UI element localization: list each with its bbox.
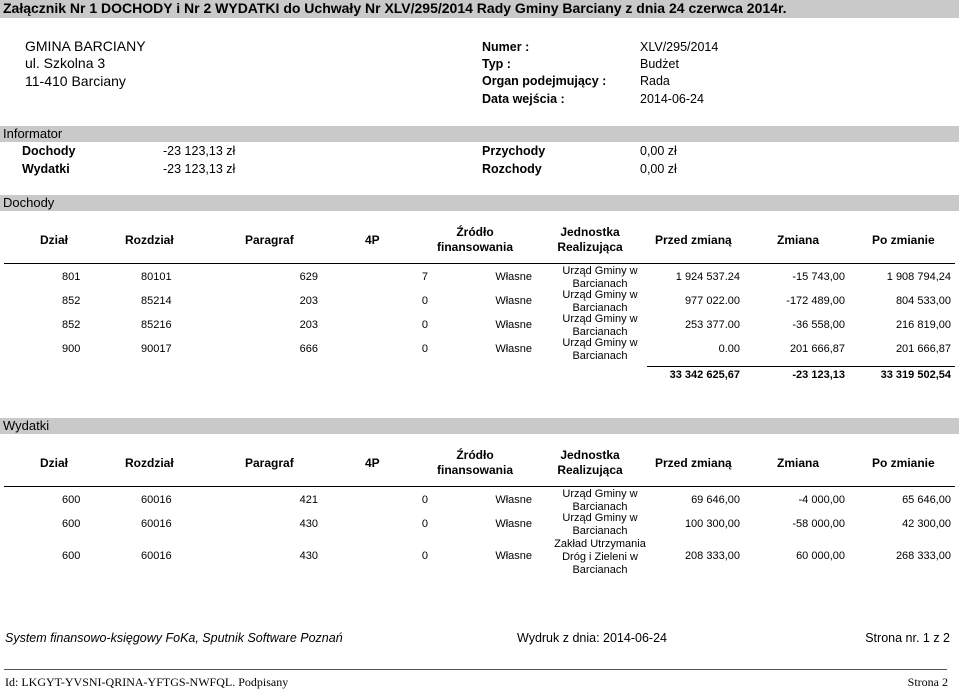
wydatki-header-rule [4, 486, 955, 487]
dochody-heading: Dochody [3, 195, 55, 210]
informator-wydatki-label: Wydatki [22, 162, 70, 176]
w-col-jednostka-line2: Realizująca [557, 463, 623, 477]
row-dzial: 852 [62, 319, 81, 331]
address-line-1: GMINA BARCIANY [25, 38, 146, 54]
row-przed: 0.00 [718, 343, 740, 355]
col-zrodlo-line1: Źródło [456, 225, 494, 239]
dochody-total-rule [647, 366, 955, 367]
row-paragraf: 203 [299, 319, 318, 331]
row-jednostka-line: Barcianach [572, 350, 628, 362]
row-zrodlo: Własne [495, 271, 532, 283]
row-jednostka-line: Barcianach [572, 302, 628, 314]
row-zrodlo: Własne [495, 518, 532, 530]
footer-rule [4, 669, 947, 670]
row-jednostka-line: Urząd Gminy w [562, 337, 638, 349]
row-zmiana: 201 666,87 [789, 343, 845, 355]
informator-rozchody-value: 0,00 zł [640, 162, 677, 176]
row-rozdzial: 60016 [141, 494, 172, 506]
row-przed: 69 646,00 [691, 494, 740, 506]
row-dzial: 852 [62, 295, 81, 307]
meta-data-label: Data wejścia : [482, 92, 565, 106]
col-rozdzial: Rozdział [125, 233, 174, 247]
row-jednostka-line: Dróg i Zieleni w [562, 550, 638, 563]
row-jednostka-line: Barcianach [572, 278, 628, 290]
row-rozdzial: 60016 [141, 518, 172, 530]
col-paragraf: Paragraf [245, 233, 294, 247]
row-jednostka-line: Urząd Gminy w [562, 289, 638, 301]
row-4p: 7 [421, 271, 428, 283]
informator-dochody-label: Dochody [22, 144, 76, 158]
w-col-po: Po zmianie [872, 456, 935, 470]
row-jednostka-line: Barcianach [572, 326, 628, 338]
row-zrodlo: Własne [495, 494, 532, 506]
w-col-4p: 4P [365, 456, 380, 470]
w-col-jednostka [545, 448, 635, 478]
row-jednostka-line: Urząd Gminy w [562, 313, 638, 325]
wydatki-heading: Wydatki [3, 418, 50, 433]
row-rozdzial: 85216 [141, 319, 172, 331]
row-paragraf: 666 [299, 343, 318, 355]
w-col-zrodlo-line1: Źródło [456, 448, 494, 462]
informator-heading: Informator [3, 126, 63, 141]
col-przed: Przed zmianą [655, 233, 732, 247]
row-zmiana: -4 000,00 [798, 494, 845, 506]
dochody-header-rule [4, 263, 955, 264]
col-zrodlo [430, 225, 520, 255]
w-col-rozdzial: Rozdział [125, 456, 174, 470]
row-jednostka [545, 512, 655, 538]
row-dzial: 600 [62, 518, 81, 530]
meta-typ-label: Typ : [482, 57, 511, 71]
row-paragraf: 430 [299, 518, 318, 530]
row-dzial: 600 [62, 550, 81, 562]
address-line-2: ul. Szkolna 3 [25, 55, 106, 71]
row-paragraf: 203 [299, 295, 318, 307]
meta-numer-value: XLV/295/2014 [640, 40, 719, 54]
row-rozdzial: 80101 [141, 271, 172, 283]
wydatki-band [0, 418, 959, 434]
page-title: Załącznik Nr 1 DOCHODY i Nr 2 WYDATKI do Uchwały Nr XLV/295/2014 Rady Gminy Barciany z dnia 24 czerwca 2014r. [3, 0, 787, 16]
meta-data-value: 2014-06-24 [640, 92, 704, 106]
row-rozdzial: 85214 [141, 295, 172, 307]
row-przed: 208 333,00 [684, 550, 740, 562]
footer-system: System finansowo-księgowy FoKa, Sputnik Software Poznań [5, 631, 343, 645]
row-po: 1 908 794,24 [886, 271, 951, 283]
row-po: 804 533,00 [895, 295, 951, 307]
col-jednostka [545, 225, 635, 255]
footer-wydruk: Wydruk z dnia: 2014-06-24 [517, 631, 667, 645]
row-zrodlo: Własne [495, 550, 532, 562]
col-zmiana: Zmiana [777, 233, 820, 247]
row-zmiana: -58 000,00 [792, 518, 845, 530]
row-jednostka [545, 488, 655, 514]
row-jednostka [545, 265, 655, 291]
w-col-zrodlo-line2: finansowania [436, 463, 513, 477]
informator-wydatki-value: -23 123,13 zł [163, 162, 236, 176]
informator-dochody-value: -23 123,13 zł [163, 144, 236, 158]
row-dzial: 900 [62, 343, 81, 355]
row-jednostka [545, 289, 655, 315]
w-col-zmiana: Zmiana [777, 456, 820, 470]
row-4p: 0 [421, 343, 428, 355]
row-4p: 0 [421, 295, 428, 307]
footer-strona: Strona nr. 1 z 2 [865, 631, 950, 645]
footer-strona-2: Strona 2 [907, 675, 948, 689]
w-col-jednostka-line1: Jednostka [560, 448, 620, 462]
row-jednostka-line: Urząd Gminy w [562, 488, 638, 500]
row-paragraf: 629 [299, 271, 318, 283]
row-po: 216 819,00 [895, 319, 951, 331]
row-jednostka-line: Barcianach [572, 525, 628, 537]
row-jednostka [545, 337, 655, 363]
row-przed: 100 300,00 [684, 518, 740, 530]
row-rozdzial: 90017 [141, 343, 172, 355]
row-po: 65 646,00 [902, 494, 951, 506]
meta-organ-value: Rada [640, 74, 670, 88]
dochody-band [0, 195, 959, 211]
col-po: Po zmianie [872, 233, 935, 247]
row-zrodlo: Własne [495, 319, 532, 331]
col-4p: 4P [365, 233, 380, 247]
row-jednostka [545, 538, 655, 577]
dochody-total-po: 33 319 502,54 [880, 369, 951, 381]
row-paragraf: 421 [299, 494, 318, 506]
row-jednostka-line: Barcianach [572, 563, 628, 576]
meta-organ-label: Organ podejmujący : [482, 74, 607, 88]
row-zmiana: -15 743,00 [792, 271, 845, 283]
row-jednostka-line: Barcianach [572, 501, 628, 513]
dochody-total-przed: 33 342 625,67 [669, 369, 740, 381]
row-przed: 977 022.00 [684, 295, 740, 307]
row-dzial: 801 [62, 271, 81, 283]
informator-przychody-label: Przychody [482, 144, 546, 158]
row-paragraf: 430 [299, 550, 318, 562]
informator-przychody-value: 0,00 zł [640, 144, 677, 158]
meta-numer-label: Numer : [482, 40, 530, 54]
col-dzial: Dział [40, 233, 69, 247]
row-4p: 0 [421, 494, 428, 506]
informator-band [0, 126, 959, 142]
w-col-paragraf: Paragraf [245, 456, 294, 470]
row-zrodlo: Własne [495, 343, 532, 355]
row-jednostka-line: Zakład Utrzymania [554, 537, 646, 550]
meta-typ-value: Budżet [640, 57, 679, 71]
row-zrodlo: Własne [495, 295, 532, 307]
w-col-dzial: Dział [40, 456, 69, 470]
row-jednostka [545, 313, 655, 339]
row-zmiana: -36 558,00 [792, 319, 845, 331]
row-4p: 0 [421, 319, 428, 331]
informator-rozchody-label: Rozchody [482, 162, 542, 176]
footer-id: Id: LKGYT-YVSNI-QRINA-YFTGS-NWFQL. Podpisany [5, 675, 289, 689]
w-col-zrodlo [430, 448, 520, 478]
row-przed: 253 377.00 [684, 319, 740, 331]
w-col-przed: Przed zmianą [655, 456, 732, 470]
row-po: 268 333,00 [895, 550, 951, 562]
row-rozdzial: 60016 [141, 550, 172, 562]
row-jednostka-line: Urząd Gminy w [562, 512, 638, 524]
col-jednostka-line1: Jednostka [560, 225, 620, 239]
row-4p: 0 [421, 550, 428, 562]
row-zmiana: 60 000,00 [796, 550, 845, 562]
row-po: 201 666,87 [895, 343, 951, 355]
dochody-total-zmiana: -23 123,13 [792, 369, 845, 381]
row-po: 42 300,00 [902, 518, 951, 530]
row-przed: 1 924 537.24 [675, 271, 740, 283]
row-dzial: 600 [62, 494, 81, 506]
row-4p: 0 [421, 518, 428, 530]
col-zrodlo-line2: finansowania [436, 240, 513, 254]
col-jednostka-line2: Realizująca [557, 240, 623, 254]
address-line-3: 11-410 Barciany [25, 73, 126, 89]
row-jednostka-line: Urząd Gminy w [562, 265, 638, 277]
row-zmiana: -172 489,00 [786, 295, 845, 307]
